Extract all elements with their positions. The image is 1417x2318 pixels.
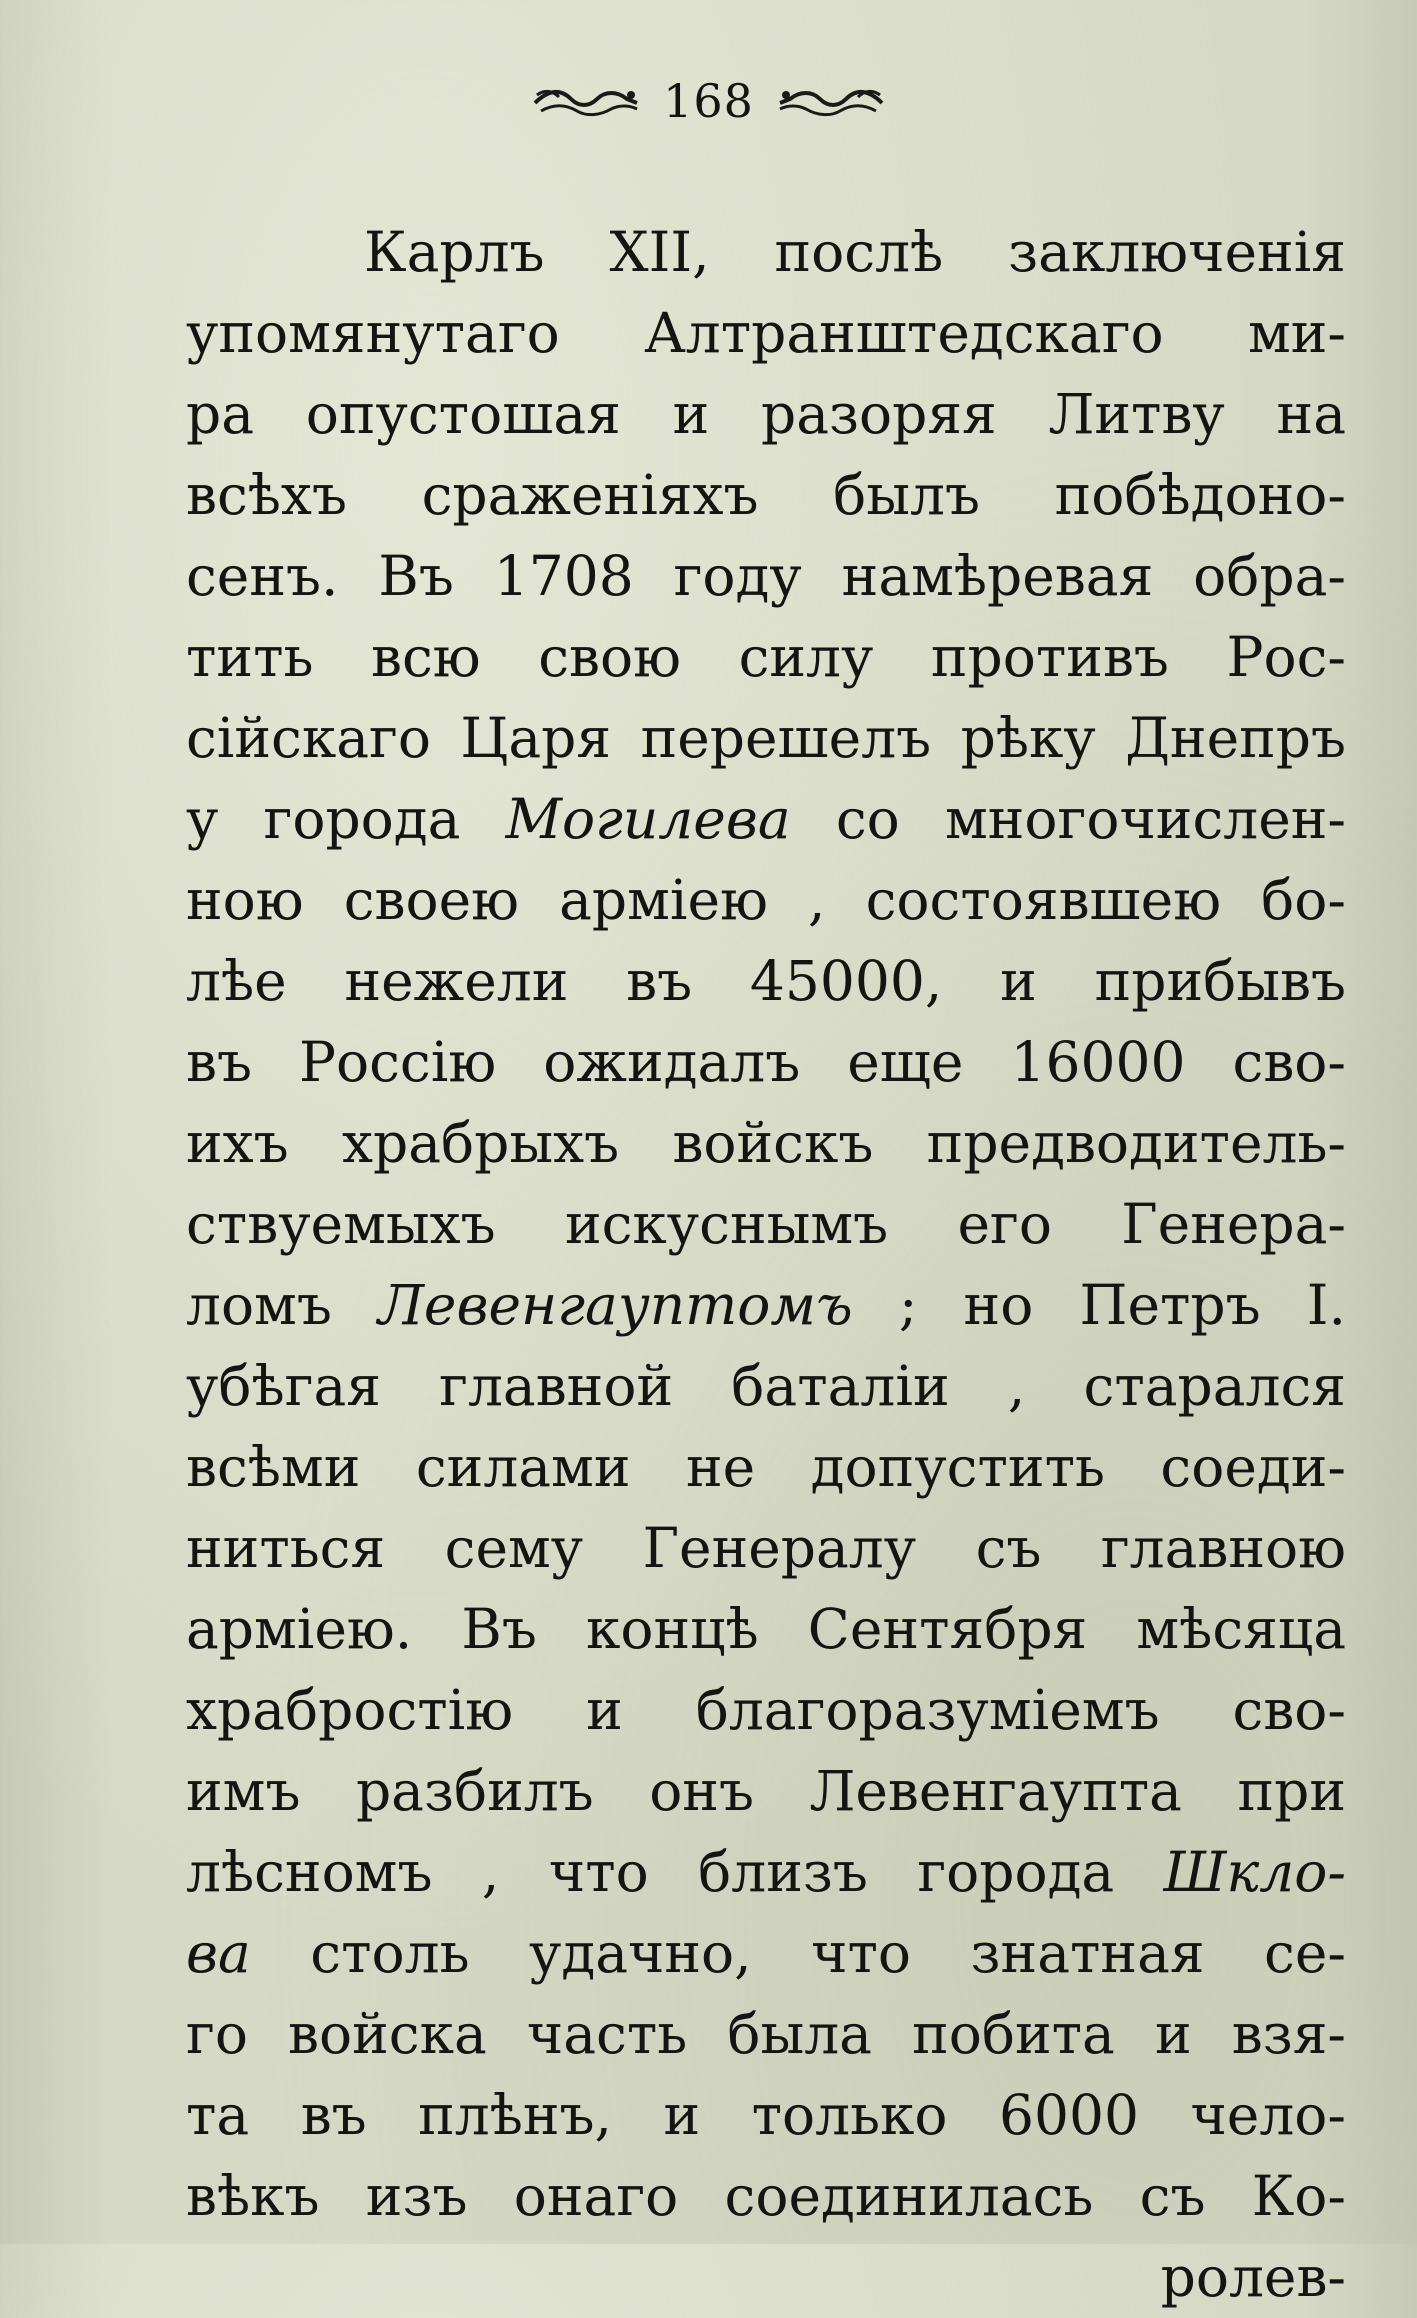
text-line bbox=[186, 536, 1346, 617]
italic-text-segment: Могилева bbox=[505, 787, 791, 851]
text-line bbox=[186, 2237, 1346, 2318]
text-line bbox=[186, 293, 1346, 374]
right-ornament-icon bbox=[776, 81, 886, 121]
text-line bbox=[186, 860, 1346, 941]
page-number: 168 bbox=[663, 74, 754, 128]
text-line bbox=[186, 941, 1346, 1022]
text-segment: со многочислен- bbox=[790, 787, 1346, 851]
text-line bbox=[186, 1427, 1346, 1508]
text-line bbox=[186, 374, 1346, 455]
page-header bbox=[0, 74, 1417, 128]
text-segment: ствуемыхъ искуснымъ его Генера- bbox=[186, 1192, 1346, 1256]
text-segment: ниться сему Генералу съ главною bbox=[186, 1516, 1346, 1580]
text-segment: ною своею арміею , состоявшею бо- bbox=[186, 868, 1346, 932]
text-segment: упомянутаго Алтранштедскаго ми- bbox=[186, 301, 1346, 365]
text-segment: храбростію и благоразуміемъ сво- bbox=[186, 1678, 1346, 1742]
text-line bbox=[186, 1994, 1346, 2075]
text-line bbox=[186, 1022, 1346, 1103]
text-line bbox=[186, 779, 1346, 860]
body-text bbox=[186, 212, 1346, 2318]
text-line bbox=[186, 1751, 1346, 1832]
text-segment: лѣсномъ , что близъ города bbox=[186, 1840, 1164, 1904]
text-segment: всѣми силами не допустить соеди- bbox=[186, 1435, 1346, 1499]
text-segment: тить всю свою силу противъ Рос- bbox=[186, 625, 1346, 689]
italic-text-segment: ва bbox=[186, 1921, 251, 1985]
text-segment: ; но Петръ I. bbox=[852, 1273, 1346, 1337]
text-line bbox=[186, 1184, 1346, 1265]
text-segment: столь удачно, что знатная се- bbox=[250, 1921, 1346, 1985]
text-line bbox=[186, 1913, 1346, 1994]
text-segment: ихъ храбрыхъ войскъ предводитель- bbox=[186, 1111, 1346, 1175]
text-segment: имъ разбилъ онъ Левенгаупта при bbox=[186, 1759, 1346, 1823]
text-line bbox=[186, 2156, 1346, 2237]
text-line bbox=[186, 1589, 1346, 1670]
text-segment: ломъ bbox=[186, 1273, 378, 1337]
text-line bbox=[186, 698, 1346, 779]
text-segment: вѣкъ изъ онаго соединилась съ Ко- bbox=[186, 2164, 1346, 2228]
text-segment: го войска часть была побита и взя- bbox=[186, 2002, 1346, 2066]
text-line bbox=[186, 1346, 1346, 1427]
text-line bbox=[186, 2075, 1346, 2156]
text-line bbox=[186, 617, 1346, 698]
text-line bbox=[186, 455, 1346, 536]
text-segment: арміею. Въ концѣ Сентября мѣсяца bbox=[186, 1597, 1346, 1661]
text-line bbox=[186, 1103, 1346, 1184]
text-segment: сенъ. Въ 1708 году намѣревая обра- bbox=[186, 544, 1346, 608]
text-line bbox=[186, 212, 1346, 293]
text-segment: лѣе нежели въ 45000, и прибывъ bbox=[186, 949, 1346, 1013]
text-line bbox=[186, 1508, 1346, 1589]
left-ornament-icon bbox=[531, 81, 641, 121]
text-segment: ра опустошая и разоряя Литву на bbox=[186, 382, 1346, 446]
text-segment: Карлъ XII, послѣ заключенія bbox=[364, 220, 1346, 284]
text-segment: ролев- bbox=[1160, 2245, 1346, 2309]
text-segment: всѣхъ сраженіяхъ былъ побѣдоно- bbox=[186, 463, 1346, 527]
italic-text-segment: Левенгауптомъ bbox=[378, 1273, 853, 1337]
italic-text-segment: Шкло- bbox=[1163, 1840, 1346, 1904]
text-line bbox=[186, 1265, 1346, 1346]
text-segment: въ Россію ожидалъ еще 16000 сво- bbox=[186, 1030, 1346, 1094]
text-segment: у города bbox=[186, 787, 506, 851]
text-segment: сійскаго Царя перешелъ рѣку Днепръ bbox=[186, 706, 1346, 770]
text-segment: та въ плѣнъ, и только 6000 чело- bbox=[186, 2083, 1346, 2147]
text-line bbox=[186, 1832, 1346, 1913]
text-line bbox=[186, 1670, 1346, 1751]
text-segment: убѣгая главной баталіи , старался bbox=[186, 1354, 1346, 1418]
